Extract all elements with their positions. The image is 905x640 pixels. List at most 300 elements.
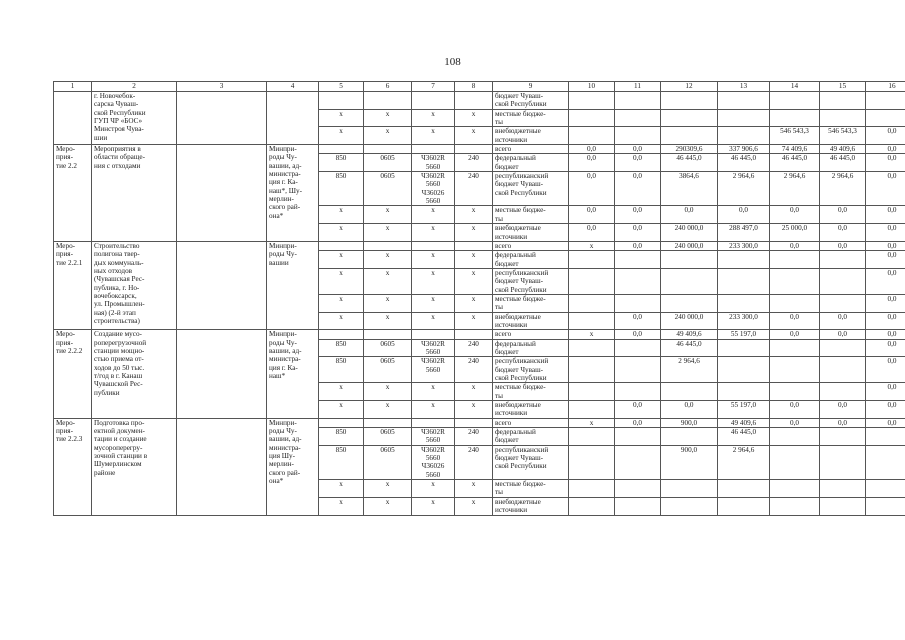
value-cell [615, 251, 661, 269]
source-cell: внебюджетные источники [493, 401, 569, 419]
empty-cell [177, 418, 267, 515]
value-cell [718, 339, 770, 357]
value-cell [569, 480, 615, 498]
value-cell: 0,0 [615, 172, 661, 206]
value-cell: 0,0 [866, 145, 905, 154]
grbs-cell: х [319, 480, 364, 498]
value-cell [820, 445, 866, 479]
section-cell [364, 418, 412, 427]
value-cell [718, 268, 770, 294]
grbs-cell: х [319, 251, 364, 269]
value-cell: 0,0 [615, 418, 661, 427]
value-cell: 240 000,0 [661, 312, 718, 330]
value-cell [820, 268, 866, 294]
value-cell: 49 409,6 [661, 330, 718, 339]
value-cell: 0,0 [866, 418, 905, 427]
target-article-cell: Ч3602R 5660 [412, 357, 455, 383]
value-cell: 0,0 [770, 206, 820, 224]
expense-type-cell [455, 145, 493, 154]
expense-type-cell: 240 [455, 357, 493, 383]
value-cell [770, 357, 820, 383]
source-cell: внебюджетные источники [493, 224, 569, 242]
value-cell: 0,0 [820, 312, 866, 330]
header-cell: 15 [820, 82, 866, 92]
value-cell [770, 92, 820, 110]
expense-type-cell: х [455, 383, 493, 401]
section-cell [364, 241, 412, 250]
grbs-cell [319, 92, 364, 110]
section-cell: х [364, 268, 412, 294]
header-cell: 9 [493, 82, 569, 92]
value-cell: 0,0 [866, 268, 905, 294]
header-row [54, 82, 905, 92]
section-cell: х [364, 224, 412, 242]
header-cell: 2 [92, 82, 177, 92]
value-cell: 0,0 [770, 418, 820, 427]
target-article-cell: Ч3602R 5660 [412, 428, 455, 446]
header-cell: 4 [267, 82, 319, 92]
header-cell: 10 [569, 82, 615, 92]
value-cell [569, 383, 615, 401]
value-cell [770, 251, 820, 269]
value-cell [820, 480, 866, 498]
responsible-cell: Минпри- роды Чу- вашии [267, 241, 319, 329]
grbs-cell: 850 [319, 339, 364, 357]
header-cell: 8 [455, 82, 493, 92]
target-article-cell: х [412, 497, 455, 515]
value-cell: 0,0 [661, 206, 718, 224]
value-cell [866, 445, 905, 479]
source-cell: местные бюдже- ты [493, 383, 569, 401]
value-cell [820, 109, 866, 127]
value-cell: 0,0 [661, 401, 718, 419]
value-cell [569, 268, 615, 294]
expense-type-cell: х [455, 224, 493, 242]
expense-type-cell: х [455, 401, 493, 419]
value-cell [718, 109, 770, 127]
expense-type-cell: 240 [455, 172, 493, 206]
value-cell: х [569, 330, 615, 339]
expense-type-cell [455, 92, 493, 110]
value-cell [661, 497, 718, 515]
source-cell: республиканский бюджет Чуваш- ской Республики [493, 445, 569, 479]
table-row [54, 418, 905, 427]
value-cell: 0,0 [866, 339, 905, 357]
empty-cell [177, 241, 267, 329]
source-cell: местные бюдже- ты [493, 294, 569, 312]
value-cell: 900,0 [661, 418, 718, 427]
section-cell: 0605 [364, 445, 412, 479]
grbs-cell: х [319, 206, 364, 224]
section-cell: х [364, 480, 412, 498]
source-cell: внебюджетные источники [493, 497, 569, 515]
value-cell: 0,0 [569, 172, 615, 206]
value-cell [770, 383, 820, 401]
grbs-cell: х [319, 383, 364, 401]
measure-code-cell: Меро- прия- тие 2.2.3 [54, 418, 92, 515]
section-cell: х [364, 497, 412, 515]
value-cell [569, 251, 615, 269]
value-cell: 0,0 [615, 312, 661, 330]
value-cell [569, 109, 615, 127]
target-article-cell [412, 241, 455, 250]
value-cell [661, 294, 718, 312]
header-cell: 16 [866, 82, 905, 92]
target-article-cell [412, 92, 455, 110]
measure-name-cell: г. Новочебок- сарска Чуваш- ской Республики ГУП ЧР «БОС» Минстроя Чува- шии [92, 92, 177, 145]
value-cell [820, 383, 866, 401]
empty-cell [177, 145, 267, 242]
target-article-cell: Ч3602R 5660 [412, 339, 455, 357]
value-cell [770, 445, 820, 479]
value-cell [770, 268, 820, 294]
table-row [54, 330, 905, 339]
target-article-cell: х [412, 383, 455, 401]
target-article-cell: х [412, 206, 455, 224]
value-cell: 46 445,0 [661, 339, 718, 357]
section-cell: х [364, 383, 412, 401]
value-cell: 0,0 [615, 330, 661, 339]
grbs-cell [319, 330, 364, 339]
expense-type-cell: х [455, 127, 493, 145]
source-cell: местные бюдже- ты [493, 206, 569, 224]
source-cell: местные бюдже- ты [493, 109, 569, 127]
grbs-cell: х [319, 401, 364, 419]
value-cell [718, 92, 770, 110]
value-cell [569, 401, 615, 419]
value-cell: 49 409,6 [718, 418, 770, 427]
responsible-cell [267, 92, 319, 145]
value-cell [718, 294, 770, 312]
value-cell: 0,0 [770, 241, 820, 250]
value-cell: 0,0 [866, 330, 905, 339]
responsible-cell: Минпри- роды Чу- вашии, ад- министра- ция Шу- мерлин- ского рай- она* [267, 418, 319, 515]
value-cell: 46 445,0 [770, 154, 820, 172]
expense-type-cell: х [455, 251, 493, 269]
value-cell [569, 339, 615, 357]
expense-type-cell [455, 418, 493, 427]
value-cell [820, 294, 866, 312]
value-cell [718, 497, 770, 515]
value-cell: 0,0 [569, 154, 615, 172]
value-cell: 2 964,6 [770, 172, 820, 206]
budget-table [53, 81, 905, 516]
target-article-cell: Ч3602R 5660 Ч36026 5660 [412, 172, 455, 206]
value-cell: 46 445,0 [718, 154, 770, 172]
target-article-cell: х [412, 312, 455, 330]
value-cell [569, 92, 615, 110]
grbs-cell: 850 [319, 172, 364, 206]
value-cell: 0,0 [866, 312, 905, 330]
value-cell: 546 543,3 [820, 127, 866, 145]
value-cell [866, 92, 905, 110]
source-cell: всего [493, 241, 569, 250]
value-cell: 0,0 [820, 206, 866, 224]
value-cell [770, 339, 820, 357]
grbs-cell: 850 [319, 154, 364, 172]
code-cell [54, 92, 92, 145]
target-article-cell: х [412, 109, 455, 127]
value-cell: 0,0 [866, 154, 905, 172]
target-article-cell [412, 330, 455, 339]
expense-type-cell [455, 330, 493, 339]
section-cell: 0605 [364, 154, 412, 172]
grbs-cell: 850 [319, 357, 364, 383]
value-cell [718, 127, 770, 145]
source-cell: федеральный бюджет [493, 251, 569, 269]
value-cell: 233 300,0 [718, 312, 770, 330]
value-cell: 290309,6 [661, 145, 718, 154]
value-cell: 0,0 [866, 357, 905, 383]
value-cell [866, 497, 905, 515]
value-cell [820, 357, 866, 383]
value-cell [820, 339, 866, 357]
grbs-cell: х [319, 312, 364, 330]
value-cell [820, 251, 866, 269]
target-article-cell [412, 418, 455, 427]
value-cell: 0,0 [866, 127, 905, 145]
expense-type-cell: 240 [455, 428, 493, 446]
target-article-cell: х [412, 224, 455, 242]
section-cell: х [364, 294, 412, 312]
grbs-cell [319, 145, 364, 154]
value-cell [770, 480, 820, 498]
expense-type-cell: х [455, 206, 493, 224]
section-cell [364, 92, 412, 110]
header-cell: 5 [319, 82, 364, 92]
value-cell: 0,0 [866, 206, 905, 224]
value-cell [866, 428, 905, 446]
value-cell [661, 92, 718, 110]
value-cell: 0,0 [820, 241, 866, 250]
section-cell: х [364, 109, 412, 127]
value-cell [615, 428, 661, 446]
value-cell [661, 268, 718, 294]
value-cell: 0,0 [866, 172, 905, 206]
section-cell [364, 145, 412, 154]
value-cell [661, 383, 718, 401]
grbs-cell [319, 241, 364, 250]
section-cell: х [364, 312, 412, 330]
source-cell: всего [493, 418, 569, 427]
value-cell: 74 409,6 [770, 145, 820, 154]
value-cell: 233 300,0 [718, 241, 770, 250]
value-cell: 240 000,0 [661, 224, 718, 242]
measure-name-cell: Создание мусо- роперегрузочной станции мощно- стью приема от- ходов до 50 тыс. т/год в г. Канаш Чувашской Рес- публики [92, 330, 177, 418]
value-cell [770, 428, 820, 446]
value-cell: 0,0 [866, 251, 905, 269]
value-cell: 0,0 [866, 383, 905, 401]
expense-type-cell: 240 [455, 154, 493, 172]
grbs-cell: х [319, 109, 364, 127]
target-article-cell: х [412, 480, 455, 498]
value-cell: 0,0 [615, 241, 661, 250]
measure-name-cell: Строительство полигона твер- дых коммуналь- ных отходов (Чувашская Рес- публика, г. Но- вочебоксарск, ул. Промышлен- ная) (2-й этап строительства) [92, 241, 177, 329]
value-cell: 0,0 [718, 206, 770, 224]
value-cell: 0,0 [820, 401, 866, 419]
value-cell [820, 92, 866, 110]
value-cell [569, 294, 615, 312]
source-cell: федеральный бюджет [493, 339, 569, 357]
header-cell: 3 [177, 82, 267, 92]
grbs-cell: 850 [319, 445, 364, 479]
value-cell: 0,0 [569, 206, 615, 224]
value-cell [661, 109, 718, 127]
grbs-cell [319, 418, 364, 427]
value-cell [718, 251, 770, 269]
value-cell: 2 964,6 [718, 172, 770, 206]
value-cell: 546 543,3 [770, 127, 820, 145]
measure-name-cell: Мероприятия в области обраще- ния с отходами [92, 145, 177, 242]
value-cell: х [569, 418, 615, 427]
section-cell: х [364, 127, 412, 145]
value-cell [866, 109, 905, 127]
responsible-cell: Минпри- роды Чу- вашии, ад- министра- ция г. Ка- наш* [267, 330, 319, 418]
value-cell [866, 480, 905, 498]
value-cell: 0,0 [820, 418, 866, 427]
header-cell: 6 [364, 82, 412, 92]
source-cell: всего [493, 145, 569, 154]
target-article-cell: х [412, 294, 455, 312]
value-cell: 0,0 [820, 224, 866, 242]
value-cell [718, 383, 770, 401]
measure-code-cell: Меро- прия- тие 2.2 [54, 145, 92, 242]
value-cell: 2 964,6 [661, 357, 718, 383]
measure-code-cell: Меро- прия- тие 2.2.1 [54, 241, 92, 329]
expense-type-cell: х [455, 294, 493, 312]
value-cell [718, 480, 770, 498]
section-cell: х [364, 251, 412, 269]
value-cell [569, 497, 615, 515]
source-cell: внебюджетные источники [493, 127, 569, 145]
value-cell: 0,0 [615, 401, 661, 419]
value-cell [615, 294, 661, 312]
value-cell: 0,0 [770, 312, 820, 330]
expense-type-cell: х [455, 480, 493, 498]
value-cell: 0,0 [770, 330, 820, 339]
grbs-cell: х [319, 224, 364, 242]
source-cell: республиканский бюджет Чуваш- ской Республики [493, 357, 569, 383]
section-cell: 0605 [364, 357, 412, 383]
value-cell: 0,0 [866, 224, 905, 242]
value-cell [820, 497, 866, 515]
expense-type-cell: х [455, 268, 493, 294]
target-article-cell [412, 145, 455, 154]
value-cell [661, 251, 718, 269]
value-cell: 288 497,0 [718, 224, 770, 242]
value-cell: 0,0 [770, 401, 820, 419]
section-cell: х [364, 401, 412, 419]
value-cell [718, 357, 770, 383]
grbs-cell: х [319, 268, 364, 294]
target-article-cell: Ч3602R 5660 Ч36026 5660 [412, 445, 455, 479]
value-cell [615, 497, 661, 515]
value-cell [615, 127, 661, 145]
value-cell [569, 357, 615, 383]
value-cell: 49 409,6 [820, 145, 866, 154]
value-cell: 46 445,0 [718, 428, 770, 446]
expense-type-cell: х [455, 312, 493, 330]
header-cell: 1 [54, 82, 92, 92]
value-cell [661, 480, 718, 498]
value-cell: 2 964,6 [820, 172, 866, 206]
value-cell [615, 339, 661, 357]
source-cell: местные бюдже- ты [493, 480, 569, 498]
value-cell: 25 000,0 [770, 224, 820, 242]
value-cell: 46 445,0 [820, 154, 866, 172]
page-number: 108 [444, 56, 461, 68]
target-article-cell: х [412, 401, 455, 419]
header-cell: 12 [661, 82, 718, 92]
value-cell: 0,0 [866, 241, 905, 250]
value-cell: 46 445,0 [661, 154, 718, 172]
table-row [54, 145, 905, 154]
target-article-cell: Ч3602R 5660 [412, 154, 455, 172]
value-cell [820, 428, 866, 446]
source-cell: республиканский бюджет Чуваш- ской Республики [493, 268, 569, 294]
table-row [54, 241, 905, 250]
value-cell: 0,0 [820, 330, 866, 339]
value-cell: 0,0 [615, 224, 661, 242]
value-cell: 55 197,0 [718, 401, 770, 419]
measure-code-cell: Меро- прия- тие 2.2.2 [54, 330, 92, 418]
expense-type-cell: х [455, 497, 493, 515]
value-cell [569, 312, 615, 330]
grbs-cell: 850 [319, 428, 364, 446]
source-cell: республиканский бюджет Чуваш- ской Республики [493, 172, 569, 206]
expense-type-cell: 240 [455, 339, 493, 357]
source-cell: всего [493, 330, 569, 339]
value-cell: 0,0 [569, 145, 615, 154]
expense-type-cell: х [455, 109, 493, 127]
target-article-cell: х [412, 251, 455, 269]
section-cell: х [364, 206, 412, 224]
source-cell: внебюджетные источники [493, 312, 569, 330]
grbs-cell: х [319, 294, 364, 312]
value-cell: 0,0 [615, 145, 661, 154]
value-cell [615, 357, 661, 383]
header-cell: 13 [718, 82, 770, 92]
responsible-cell: Минпри- роды Чу- вашии, ад- министра- ция г. Ка- наш*, Шу- мерлин- ского рай- она* [267, 145, 319, 242]
table-row [54, 92, 905, 110]
value-cell: 0,0 [569, 224, 615, 242]
expense-type-cell [455, 241, 493, 250]
section-cell [364, 330, 412, 339]
source-cell: бюджет Чуваш- ской Республики [493, 92, 569, 110]
grbs-cell: х [319, 497, 364, 515]
target-article-cell: х [412, 127, 455, 145]
section-cell: 0605 [364, 428, 412, 446]
source-cell: федеральный бюджет [493, 428, 569, 446]
value-cell: 0,0 [866, 294, 905, 312]
expense-type-cell: 240 [455, 445, 493, 479]
value-cell [569, 127, 615, 145]
value-cell [569, 428, 615, 446]
value-cell [615, 268, 661, 294]
header-cell: 7 [412, 82, 455, 92]
section-cell: 0605 [364, 339, 412, 357]
value-cell: 0,0 [615, 154, 661, 172]
value-cell [615, 445, 661, 479]
value-cell [569, 445, 615, 479]
value-cell [770, 497, 820, 515]
value-cell [661, 428, 718, 446]
value-cell: х [569, 241, 615, 250]
value-cell [770, 294, 820, 312]
empty-cell [177, 92, 267, 145]
value-cell: 55 197,0 [718, 330, 770, 339]
header-cell: 14 [770, 82, 820, 92]
